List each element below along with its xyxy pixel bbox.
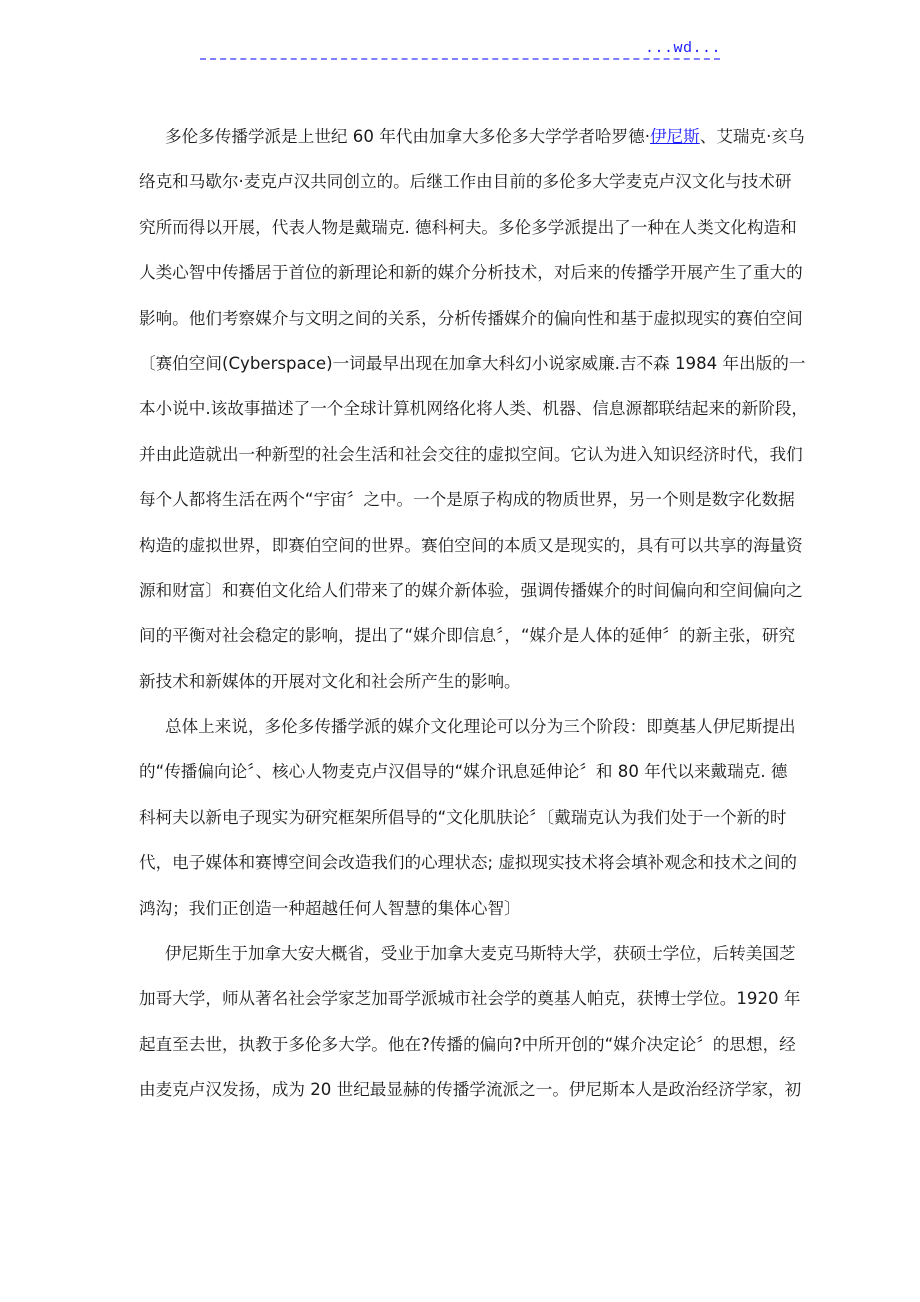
paragraph-line: 每个人都将生活在两个“宇宙〞之中。一个是原子构成的物质世界，另一个则是数字化数据: [139, 490, 795, 510]
header-text: ...wd...: [645, 40, 722, 57]
paragraph-line: 源和财富〕和赛伯文化给人们带来了的媒介新体验，强调传播媒介的时间偏向和空间偏向之: [139, 580, 803, 600]
paragraph-line: 构造的虚拟世界，即赛伯空间的世界。赛伯空间的本质又是现实的，具有可以共享的海量资: [139, 535, 803, 555]
line-text: 多伦多传播学派是上世纪 60 年代由加拿大多伦多大学学者哈罗德·: [165, 127, 650, 146]
paragraph-line: 本小说中.该故事描述了一个全球计算机网络化将人类、机器、信息源都联结起来的新阶段，: [139, 399, 809, 419]
paragraph-line: 起直至去世，执教于多伦多大学。他在?传播的偏向?中所开创的“媒介决定论〞的思想，经: [139, 1034, 796, 1054]
header-divider: [200, 58, 720, 60]
paragraph-line: 伊尼斯生于加拿大安大概省，受业于加拿大麦克马斯特大学，获硕士学位，后转美国芝: [165, 944, 796, 964]
paragraph-line: 的“传播偏向论〞、核心人物麦克卢汉倡导的“媒介讯息延伸论〞和 80 年代以来戴瑞克. 德: [139, 762, 788, 782]
paragraph-line: 〔赛伯空间(Cyberspace)一词最早出现在加拿大科幻小说家威廉.吉不森 1984 年出版的一: [139, 353, 806, 373]
paragraph-line: 代，电子媒体和赛博空间会改造我们的心理状态; 虚拟现实技术将会填补观念和技术之间的: [139, 853, 798, 873]
line-text: 、艾瑞克·亥乌: [699, 127, 805, 146]
paragraph-line: 究所而得以开展，代表人物是戴瑞克. 德科柯夫。多伦多学派提出了一种在人类文化构造和: [139, 217, 797, 237]
paragraph-line: 并由此造就出一种新型的社会生活和社会交往的虚拟空间。它认为进入知识经济时代，我们: [139, 444, 803, 464]
paragraph-line: 间的平衡对社会稳定的影响，提出了“媒介即信息〞，“媒介是人体的延伸〞的新主张，研究: [139, 626, 796, 646]
paragraph-line: 加哥大学，师从著名社会学家芝加哥学派城市社会学的奠基人帕克，获博士学位。1920 年: [139, 989, 801, 1009]
paragraph-line: 鸿沟；我们正创造一种超越任何人智慧的集体心智〕: [139, 898, 521, 918]
document-body: [139, 123, 809, 1122]
paragraph-line: 影响。他们考察媒介与文明之间的关系，分析传播媒介的偏向性和基于虚拟现实的赛伯空间: [139, 308, 803, 328]
paragraph-line: 科柯夫以新电子现实为研究框架所倡导的“文化肌肤论〞〔戴瑞克认为我们处于一个新的时: [139, 807, 787, 827]
paragraph-line: 人类心智中传播居于首位的新理论和新的媒介分析技术，对后来的传播学开展产生了重大的: [139, 263, 803, 283]
paragraph-line: [139, 123, 805, 168]
paragraph-line: 由麦克卢汉发扬，成为 20 世纪最显赫的传播学流派之一。伊尼斯本人是政治经济学家，初: [139, 1080, 802, 1100]
paragraph-line: 新技术和新媒体的开展对文化和社会所产生的影响。: [139, 671, 521, 691]
paragraph-line: 络克和马歇尔·麦克卢汉共同创立的。后继工作由目前的多伦多大学麦克卢汉文化与技术研: [139, 172, 792, 192]
paragraph-line: 总体上来说，多伦多传播学派的媒介文化理论可以分为三个阶段：即奠基人伊尼斯提出: [165, 717, 796, 737]
innis-link[interactable]: 伊尼斯: [649, 127, 700, 146]
